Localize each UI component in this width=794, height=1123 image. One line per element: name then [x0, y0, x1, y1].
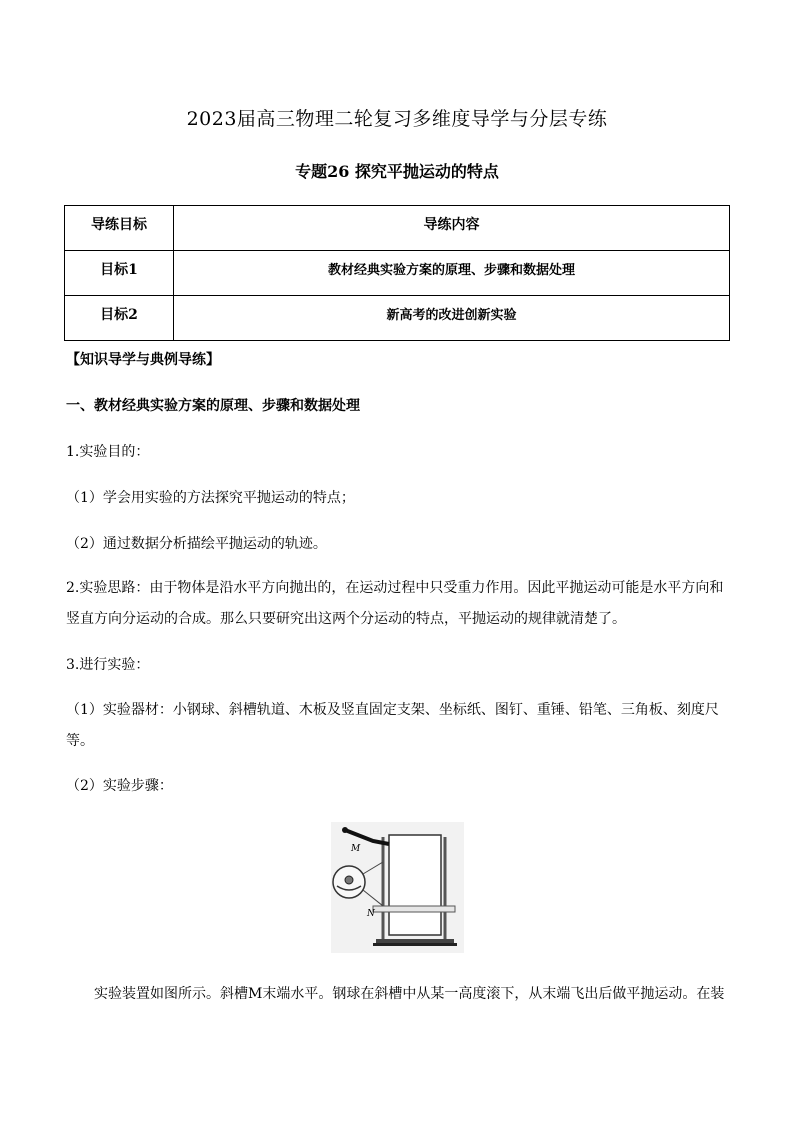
- paragraph-line: 竖直方向分运动的合成。那么只要研究出这两个分运动的特点，平抛运动的规律就清楚了。: [66, 611, 626, 627]
- paragraph: （2）通过数据分析描绘平抛运动的轨迹。: [66, 536, 327, 552]
- table-cell-goal: 目标2: [65, 296, 174, 341]
- goals-table: [64, 205, 730, 341]
- table-header-goal: 导练目标: [65, 206, 174, 251]
- apparatus-figure: [331, 822, 464, 953]
- table-cell-goal: 目标1: [65, 251, 174, 296]
- paragraph: 3.进行实验：: [66, 657, 150, 673]
- paragraph-line: 实验装置如图所示。斜槽M末端水平。钢球在斜槽中从某一高度滚下，从末端飞出后做平抛运动。在装: [94, 986, 725, 1002]
- apparatus-diagram: [331, 822, 464, 953]
- paragraph-line: 等。: [66, 733, 94, 749]
- paragraph-line: 2.实验思路：由于物体是沿水平方向抛出的，在运动过程中只受重力作用。因此平抛运动可能是水平方向和: [66, 580, 724, 596]
- table-row: [65, 251, 730, 296]
- paragraph: （2）实验步骤：: [66, 778, 173, 794]
- document-title: 2023届高三物理二轮复习多维度导学与分层专练: [186, 108, 608, 130]
- paragraph-line: （1）实验器材：小钢球、斜槽轨道、木板及竖直固定支架、坐标纸、图钉、重锤、铅笔、三角板、刻度尺: [66, 702, 719, 718]
- section-heading: 【知识导学与典例导练】: [66, 352, 220, 368]
- label-m: M: [351, 844, 361, 854]
- table-cell-content: 教材经典实验方案的原理、步骤和数据处理: [174, 251, 730, 296]
- table-row: [65, 296, 730, 341]
- paragraph: 1.实验目的：: [66, 444, 150, 460]
- paragraph: （1）学会用实验的方法探究平抛运动的特点；: [66, 490, 355, 506]
- table-header-content: 导练内容: [174, 206, 730, 251]
- table-cell-content: 新高考的改进创新实验: [174, 296, 730, 341]
- table-header-row: [65, 206, 730, 251]
- sub-heading: 一、教材经典实验方案的原理、步骤和数据处理: [66, 398, 360, 414]
- document-subtitle: 专题26 探究平抛运动的特点: [295, 162, 499, 181]
- label-n: N: [367, 909, 375, 919]
